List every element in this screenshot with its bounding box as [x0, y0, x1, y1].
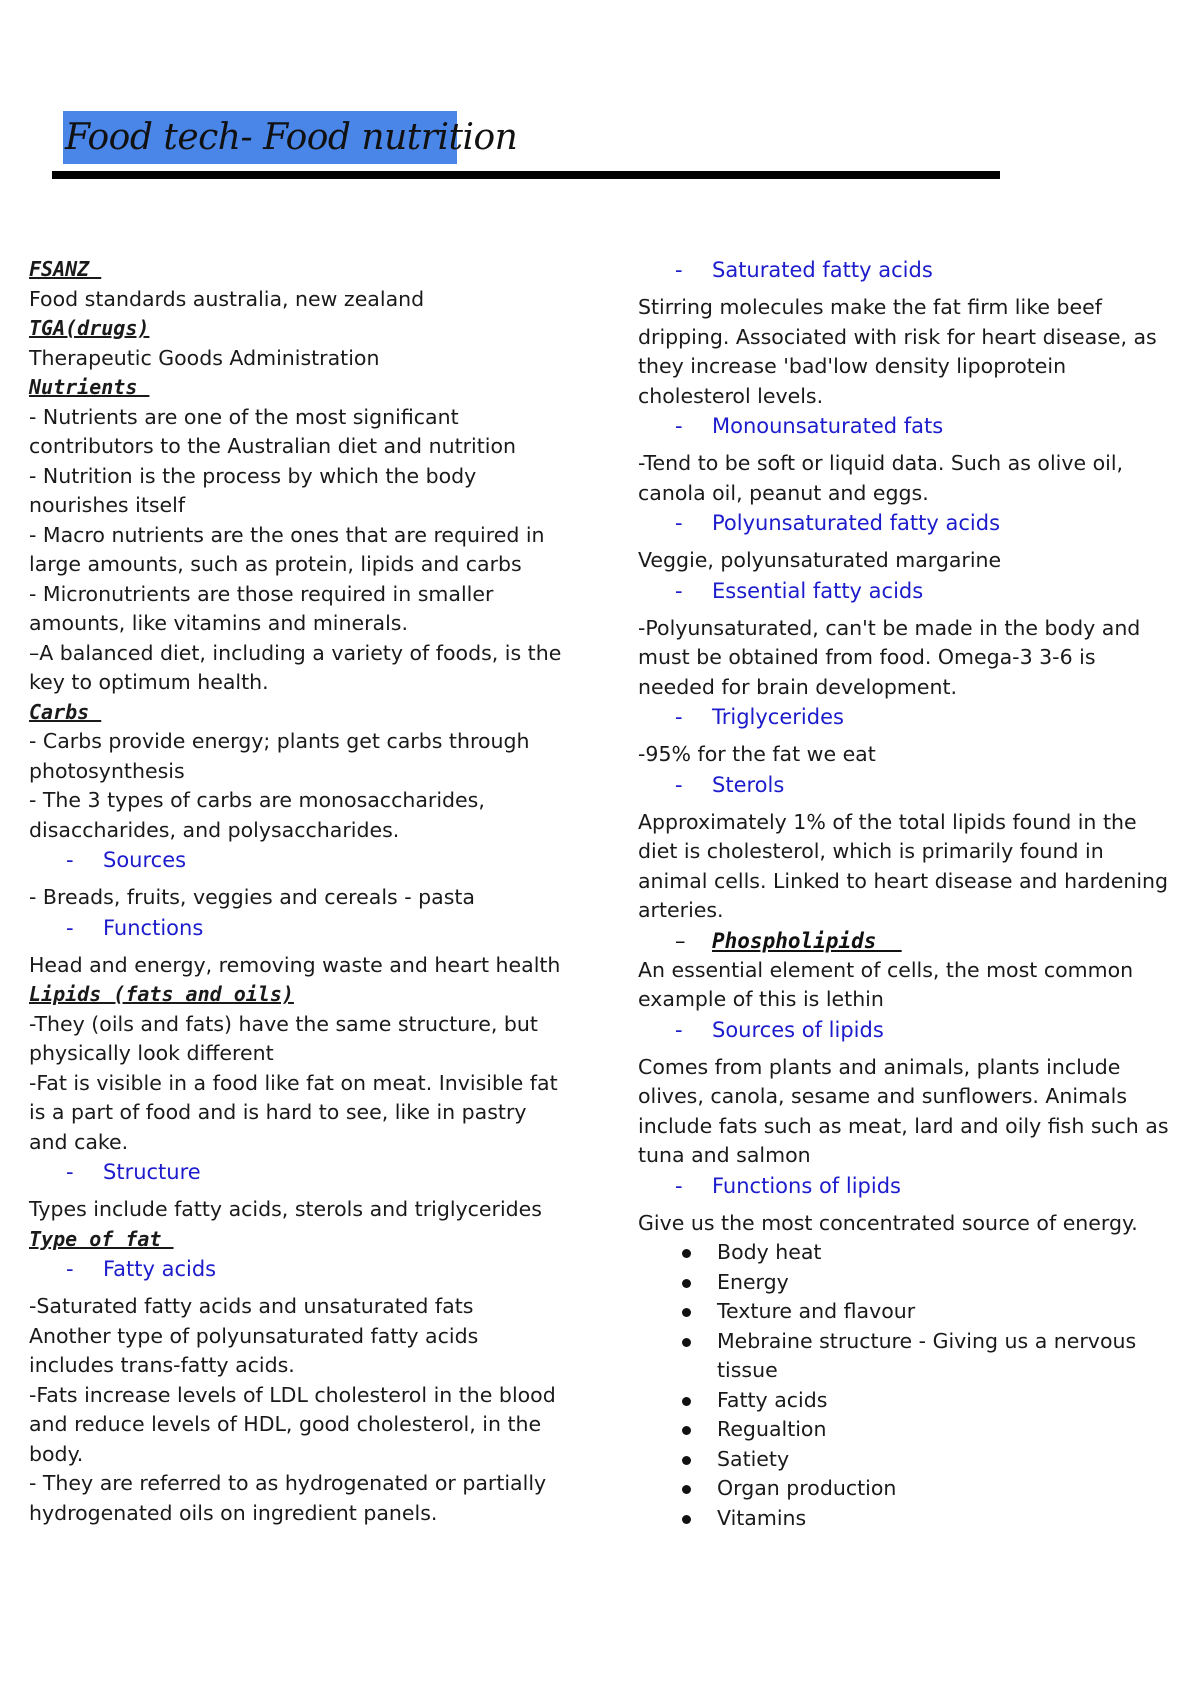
sources-text: - Breads, fruits, veggies and cereals - pasta — [29, 885, 475, 909]
functions-bullet-list — [638, 1238, 1178, 1533]
list-item: Body heat — [682, 1238, 1178, 1268]
heading-type-of-fat: Type of fat — [29, 1226, 174, 1251]
tga-text: Therapeutic Goods Administration — [29, 345, 380, 370]
nutrients-line: - Nutrition is the process by which the body nourishes itself — [29, 463, 477, 517]
fsanz-text: Food standards australia, new zealand — [29, 286, 425, 311]
nutrients-line: - Nutrients are one of the most significant contributors to the Australian diet and nutrition — [29, 404, 516, 458]
page-title: Food tech- Food nutrition — [65, 117, 518, 158]
subheading-mono: - Monounsaturated fats — [675, 414, 944, 438]
list-item: Organ production — [682, 1474, 1178, 1504]
nutrients-line: –A balanced diet, including a variety of foods, is the key to optimum health. — [29, 640, 562, 694]
subheading-phospholipids: – Phospholipids — [675, 928, 902, 953]
subheading-sources-lipids: - Sources of lipids — [675, 1017, 884, 1042]
list-item: Energy — [682, 1268, 1178, 1298]
triglycerides-text: -95% for the fat we eat — [638, 742, 876, 766]
functions-lipids-text: Give us the most concentrated source of energy. — [638, 1210, 1138, 1235]
heading-carbs: Carbs — [29, 699, 102, 724]
list-item: Vitamins — [682, 1504, 1178, 1534]
heading-tga: TGA(drugs) — [29, 316, 150, 340]
essential-text: -Polyunsaturated, can't be made in the body and must be obtained from food. Omega-3 3-6 is needed for brain development. — [638, 615, 1141, 699]
sources-lipids-text: Comes from plants and animals, plants include olives, canola, sesame and sunflowers. Animals include fats such as meat, lard and oily fish such as tuna and salmon — [638, 1054, 1169, 1167]
lipids-line: -Fat is visible in a food like fat on meat. Invisible fat is a part of food and is hard to see, like in pastry and cake. — [29, 1070, 558, 1154]
structure-text: Types include fatty acids, sterols and triglycerides — [29, 1197, 542, 1221]
subheading-sources: - Sources — [66, 848, 187, 872]
mono-text: -Tend to be soft or liquid data. Such as olive oil, canola oil, peanut and eggs. — [638, 451, 1124, 505]
subheading-essential: - Essential fatty acids — [675, 578, 924, 603]
subheading-poly: - Polyunsaturated fatty acids — [675, 511, 1001, 535]
carbs-line: - The 3 types of carbs are monosaccharides, disaccharides, and polysaccharides. — [29, 788, 485, 842]
subheading-fatty-acids: - Fatty acids — [66, 1257, 217, 1281]
list-item: Regualtion — [682, 1415, 1178, 1445]
title-rule — [52, 171, 1000, 179]
saturated-text: Stirring molecules make the fat firm like beef dripping. Associated with risk for heart disease, as they increase 'bad'low density lipoprotein cholesterol levels. — [638, 295, 1157, 408]
list-item: Satiety — [682, 1445, 1178, 1475]
lipids-line: -They (oils and fats) have the same structure, but physically look different — [29, 1011, 538, 1065]
list-item: Texture and flavour — [682, 1297, 1178, 1327]
fatty-acids-line: - They are referred to as hydrogenated or partially hydrogenated oils on ingredient panels. — [29, 1471, 547, 1525]
subheading-functions-lipids: - Functions of lipids — [675, 1173, 901, 1198]
poly-text: Veggie, polyunsaturated margarine — [638, 548, 1002, 572]
subheading-sterols: - Sterols — [675, 772, 785, 797]
nutrients-line: - Macro nutrients are the ones that are required in large amounts, such as protein, lipids and carbs — [29, 522, 545, 576]
list-item: Mebraine structure - Giving us a nervous tissue — [682, 1327, 1178, 1386]
phospholipids-text: An essential element of cells, the most common example of this is lethin — [638, 957, 1134, 1011]
sterols-text: Approximately 1% of the total lipids found in the diet is cholesterol, which is primarily found in animal cells. Linked to heart disease and hardening arteries. — [638, 809, 1169, 922]
list-item: Fatty acids — [682, 1386, 1178, 1416]
subheading-triglycerides: - Triglycerides — [675, 705, 844, 729]
functions-text: Head and energy, removing waste and heart health — [29, 952, 561, 977]
nutrients-line: - Micronutrients are those required in smaller amounts, like vitamins and minerals. — [29, 581, 494, 635]
subheading-saturated: - Saturated fatty acids — [675, 258, 933, 282]
carbs-line: - Carbs provide energy; plants get carbs through photosynthesis — [29, 729, 530, 783]
fatty-acids-line: -Fats increase levels of LDL cholesterol in the blood and reduce levels of HDL, good cholesterol, in the body. — [29, 1382, 556, 1466]
title-highlight — [63, 111, 518, 164]
subheading-structure: - Structure — [66, 1160, 201, 1184]
subheading-functions: - Functions — [66, 915, 204, 940]
heading-nutrients: Nutrients — [29, 375, 150, 399]
fatty-acids-line: Another type of polyunsaturated fatty acids includes trans-fatty acids. — [29, 1323, 479, 1377]
left-column — [29, 255, 569, 1528]
heading-fsanz: FSANZ — [29, 257, 102, 281]
fatty-acids-line: -Saturated fatty acids and unsaturated fats — [29, 1294, 474, 1318]
right-column — [638, 255, 1178, 1533]
heading-lipids: Lipids (fats and oils) — [29, 982, 294, 1006]
